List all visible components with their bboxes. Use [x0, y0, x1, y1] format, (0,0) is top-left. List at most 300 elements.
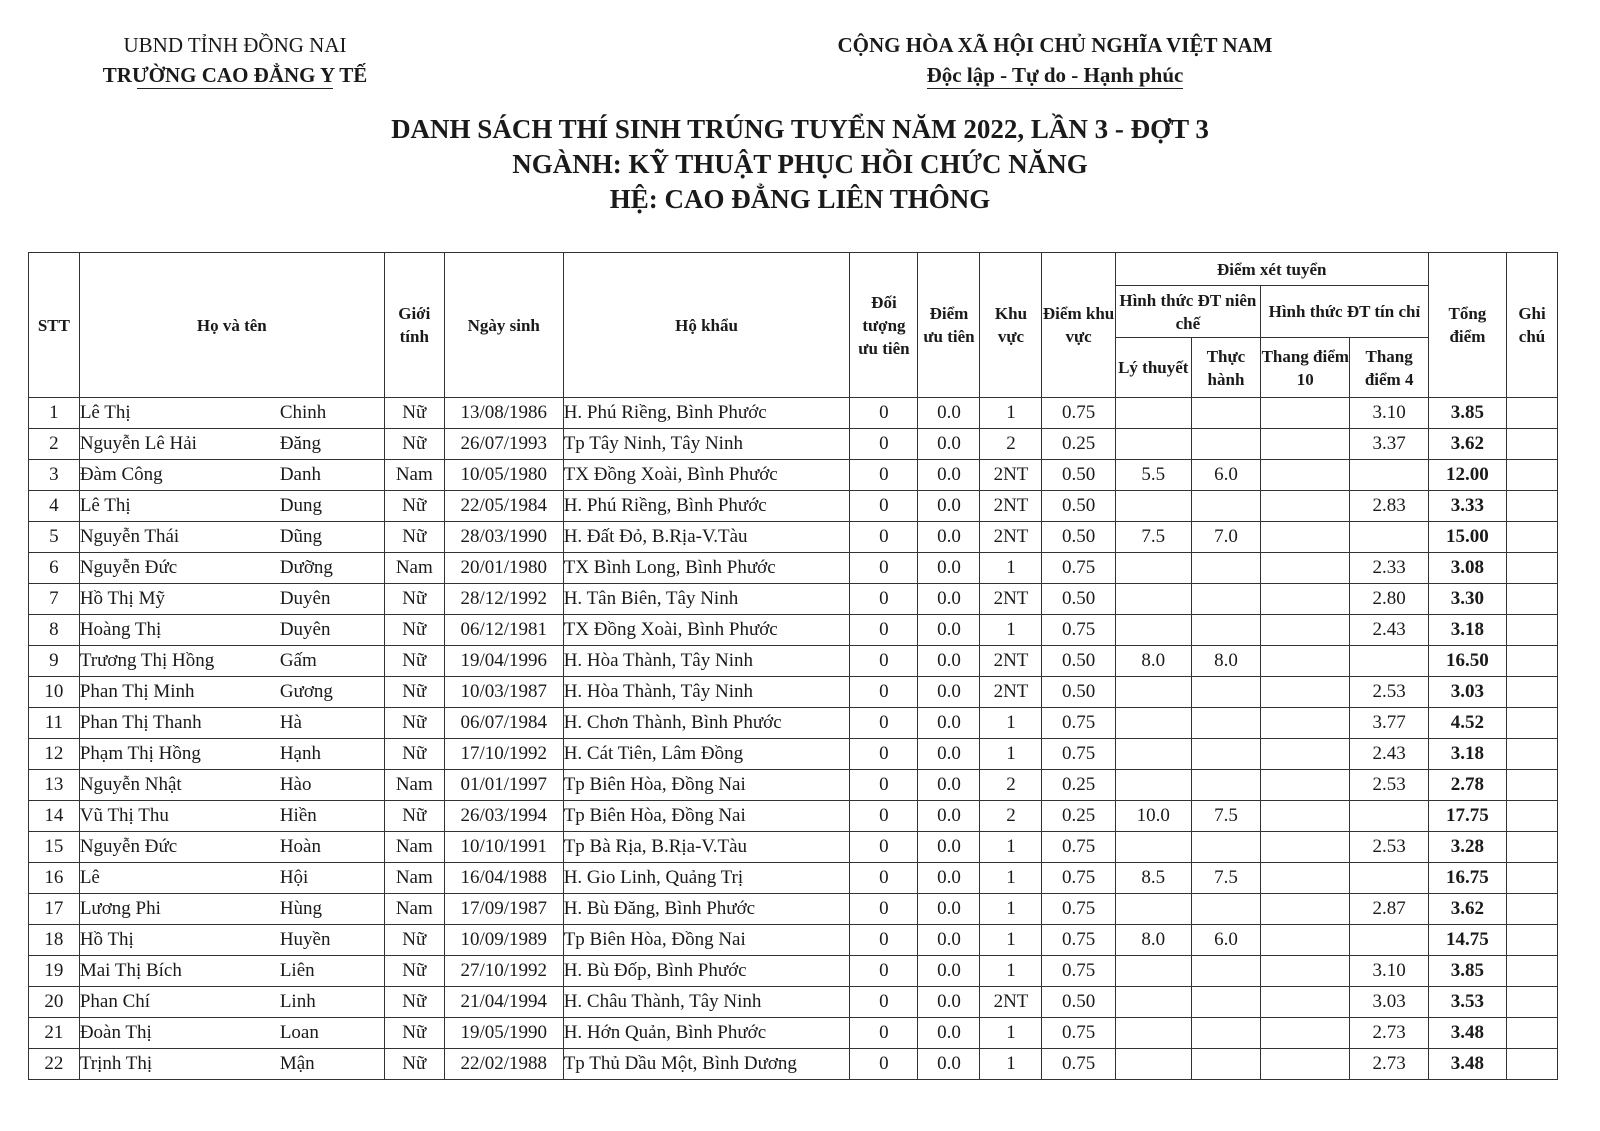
- cell-total: 15.00: [1428, 522, 1506, 553]
- cell-total: 3.85: [1428, 398, 1506, 429]
- cell-given-name: Dũng: [279, 526, 323, 547]
- cell-dob: 21/04/1994: [444, 987, 563, 1018]
- cell-region-points: 0.75: [1042, 832, 1115, 863]
- table-row: [29, 584, 1558, 615]
- cell-region-points: 0.50: [1042, 987, 1115, 1018]
- cell-family-name: Nguyễn Đức: [79, 836, 178, 857]
- cell-gender: Nữ: [384, 615, 444, 646]
- cell-stt: 22: [29, 1049, 80, 1080]
- table-row: [29, 739, 1558, 770]
- cell-total: 3.03: [1428, 677, 1506, 708]
- cell-scale-10: [1261, 987, 1350, 1018]
- cell-total: 3.28: [1428, 832, 1506, 863]
- document-program: HỆ: CAO ĐẲNG LIÊN THÔNG: [609, 184, 991, 214]
- cell-gender: Nam: [384, 863, 444, 894]
- cell-name: [79, 398, 384, 429]
- cell-note: [1507, 894, 1558, 925]
- cell-address: TX Đồng Xoài, Bình Phước: [563, 460, 850, 491]
- cell-name: [79, 956, 384, 987]
- table-row: [29, 460, 1558, 491]
- cell-total: 3.18: [1428, 615, 1506, 646]
- cell-priority-object: 0: [850, 584, 918, 615]
- table-row: [29, 677, 1558, 708]
- table-row: [29, 832, 1558, 863]
- cell-family-name: Phạm Thị Hồng: [79, 743, 201, 764]
- cell-given-name: Hoàn: [279, 836, 321, 857]
- cell-priority-object: 0: [850, 460, 918, 491]
- cell-practice: 8.0: [1191, 646, 1260, 677]
- cell-theory: [1115, 584, 1191, 615]
- cell-note: [1507, 491, 1558, 522]
- cell-practice: 6.0: [1191, 925, 1260, 956]
- cell-address: H. Hòa Thành, Tây Ninh: [563, 677, 850, 708]
- cell-note: [1507, 522, 1558, 553]
- cell-note: [1507, 956, 1558, 987]
- cell-region: 1: [980, 615, 1042, 646]
- cell-stt: 9: [29, 646, 80, 677]
- cell-stt: 16: [29, 863, 80, 894]
- cell-name: [79, 584, 384, 615]
- cell-address: Tp Biên Hòa, Đồng Nai: [563, 770, 850, 801]
- cell-address: TX Bình Long, Bình Phước: [563, 553, 850, 584]
- cell-name: [79, 770, 384, 801]
- cell-region: 1: [980, 1049, 1042, 1080]
- cell-gender: Nam: [384, 770, 444, 801]
- cell-note: [1507, 832, 1558, 863]
- cell-note: [1507, 460, 1558, 491]
- cell-family-name: Nguyễn Thái: [79, 526, 180, 547]
- cell-name: [79, 987, 384, 1018]
- cell-region: 2NT: [980, 677, 1042, 708]
- cell-priority-points: 0.0: [918, 863, 980, 894]
- cell-theory: 8.5: [1115, 863, 1191, 894]
- cell-practice: [1191, 739, 1260, 770]
- cell-region-points: 0.75: [1042, 863, 1115, 894]
- cell-theory: [1115, 987, 1191, 1018]
- col-credit-training: Hình thức ĐT tín chỉ: [1261, 286, 1429, 338]
- cell-priority-points: 0.0: [918, 429, 980, 460]
- cell-dob: 17/09/1987: [444, 894, 563, 925]
- cell-given-name: Hội: [279, 867, 309, 888]
- cell-theory: [1115, 1018, 1191, 1049]
- table-row: [29, 1049, 1558, 1080]
- cell-gender: Nữ: [384, 677, 444, 708]
- table-row: [29, 956, 1558, 987]
- cell-scale-4: 3.10: [1350, 956, 1428, 987]
- cell-dob: 27/10/1992: [444, 956, 563, 987]
- cell-family-name: Trịnh Thị: [79, 1053, 153, 1074]
- cell-given-name: Dưỡng: [279, 557, 333, 578]
- cell-gender: Nữ: [384, 708, 444, 739]
- cell-practice: [1191, 1049, 1260, 1080]
- cell-scale-10: [1261, 739, 1350, 770]
- cell-note: [1507, 1049, 1558, 1080]
- cell-dob: 26/07/1993: [444, 429, 563, 460]
- cell-dob: 17/10/1992: [444, 739, 563, 770]
- cell-total: 3.62: [1428, 429, 1506, 460]
- cell-address: H. Tân Biên, Tây Ninh: [563, 584, 850, 615]
- cell-practice: [1191, 832, 1260, 863]
- cell-region: 1: [980, 398, 1042, 429]
- cell-priority-points: 0.0: [918, 1049, 980, 1080]
- cell-note: [1507, 801, 1558, 832]
- cell-stt: 21: [29, 1018, 80, 1049]
- document-title-block: [300, 112, 1300, 217]
- cell-gender: Nữ: [384, 491, 444, 522]
- cell-family-name: Lê Thị: [79, 495, 131, 516]
- table-row: [29, 708, 1558, 739]
- cell-family-name: Lương Phi: [79, 898, 161, 919]
- cell-region-points: 0.25: [1042, 429, 1115, 460]
- cell-priority-points: 0.0: [918, 801, 980, 832]
- col-gender: Giới tính: [384, 253, 444, 398]
- cell-region-points: 0.50: [1042, 677, 1115, 708]
- cell-region-points: 0.75: [1042, 1018, 1115, 1049]
- document-major: NGÀNH: KỸ THUẬT PHỤC HỒI CHỨC NĂNG: [512, 149, 1088, 179]
- cell-region: 2NT: [980, 460, 1042, 491]
- cell-theory: [1115, 708, 1191, 739]
- table-row: [29, 863, 1558, 894]
- cell-region-points: 0.75: [1042, 398, 1115, 429]
- cell-priority-object: 0: [850, 646, 918, 677]
- cell-dob: 20/01/1980: [444, 553, 563, 584]
- col-priority-points: Điểm ưu tiên: [918, 253, 980, 398]
- cell-priority-object: 0: [850, 708, 918, 739]
- cell-given-name: Hạnh: [279, 743, 321, 764]
- cell-region-points: 0.50: [1042, 491, 1115, 522]
- cell-scale-4: 2.83: [1350, 491, 1428, 522]
- cell-region-points: 0.75: [1042, 925, 1115, 956]
- cell-scale-4: [1350, 460, 1428, 491]
- cell-region: 2NT: [980, 646, 1042, 677]
- cell-total: 2.78: [1428, 770, 1506, 801]
- cell-name: [79, 646, 384, 677]
- table-row: [29, 429, 1558, 460]
- cell-gender: Nữ: [384, 1018, 444, 1049]
- cell-address: H. Đất Đỏ, B.Rịa-V.Tàu: [563, 522, 850, 553]
- cell-given-name: Đăng: [279, 433, 321, 454]
- cell-dob: 10/09/1989: [444, 925, 563, 956]
- cell-region-points: 0.50: [1042, 646, 1115, 677]
- cell-name: [79, 553, 384, 584]
- cell-theory: [1115, 615, 1191, 646]
- national-header: [790, 30, 1320, 90]
- cell-given-name: Dung: [279, 495, 323, 516]
- cell-priority-points: 0.0: [918, 615, 980, 646]
- issuer-province: UBND TỈNH ĐỒNG NAI: [123, 33, 347, 57]
- cell-gender: Nữ: [384, 739, 444, 770]
- cell-scale-10: [1261, 646, 1350, 677]
- cell-gender: Nữ: [384, 584, 444, 615]
- cell-priority-object: 0: [850, 398, 918, 429]
- table-row: [29, 1018, 1558, 1049]
- cell-gender: Nữ: [384, 956, 444, 987]
- cell-total: 14.75: [1428, 925, 1506, 956]
- cell-note: [1507, 615, 1558, 646]
- cell-name: [79, 894, 384, 925]
- col-theory: Lý thuyết: [1115, 338, 1191, 398]
- cell-region: 1: [980, 708, 1042, 739]
- cell-dob: 10/10/1991: [444, 832, 563, 863]
- cell-scale-4: 2.53: [1350, 770, 1428, 801]
- cell-scale-4: 2.80: [1350, 584, 1428, 615]
- table-row: [29, 553, 1558, 584]
- cell-address: TX Đồng Xoài, Bình Phước: [563, 615, 850, 646]
- cell-practice: [1191, 770, 1260, 801]
- cell-region-points: 0.75: [1042, 739, 1115, 770]
- cell-family-name: Lê Thị: [79, 402, 131, 423]
- cell-family-name: Trương Thị Hồng: [79, 650, 215, 671]
- cell-practice: [1191, 708, 1260, 739]
- cell-region-points: 0.75: [1042, 708, 1115, 739]
- cell-region-points: 0.25: [1042, 770, 1115, 801]
- cell-region-points: 0.75: [1042, 1049, 1115, 1080]
- cell-scale-10: [1261, 584, 1350, 615]
- cell-practice: 7.5: [1191, 863, 1260, 894]
- cell-priority-points: 0.0: [918, 522, 980, 553]
- cell-scale-4: 3.10: [1350, 398, 1428, 429]
- cell-name: [79, 491, 384, 522]
- cell-family-name: Hồ Thị Mỹ: [79, 588, 165, 609]
- cell-priority-points: 0.0: [918, 398, 980, 429]
- cell-gender: Nam: [384, 894, 444, 925]
- cell-given-name: Hào: [279, 774, 312, 795]
- cell-scale-10: [1261, 1018, 1350, 1049]
- cell-note: [1507, 1018, 1558, 1049]
- col-total: Tổng điểm: [1428, 253, 1506, 398]
- cell-region-points: 0.50: [1042, 460, 1115, 491]
- cell-address: H. Chơn Thành, Bình Phước: [563, 708, 850, 739]
- cell-scale-4: [1350, 863, 1428, 894]
- cell-theory: [1115, 770, 1191, 801]
- cell-gender: Nữ: [384, 987, 444, 1018]
- cell-total: 4.52: [1428, 708, 1506, 739]
- cell-priority-object: 0: [850, 739, 918, 770]
- cell-region: 2: [980, 770, 1042, 801]
- cell-scale-10: [1261, 1049, 1350, 1080]
- issuer-block: [70, 30, 400, 89]
- cell-given-name: Hùng: [279, 898, 323, 919]
- cell-practice: [1191, 553, 1260, 584]
- cell-total: 3.48: [1428, 1018, 1506, 1049]
- cell-theory: [1115, 739, 1191, 770]
- cell-theory: [1115, 894, 1191, 925]
- admission-table: [28, 252, 1558, 1080]
- cell-family-name: Phan Thị Minh: [79, 681, 195, 702]
- cell-note: [1507, 925, 1558, 956]
- cell-theory: [1115, 1049, 1191, 1080]
- cell-total: 3.08: [1428, 553, 1506, 584]
- cell-scale-10: [1261, 925, 1350, 956]
- cell-dob: 28/12/1992: [444, 584, 563, 615]
- cell-region: 2: [980, 801, 1042, 832]
- cell-region: 1: [980, 956, 1042, 987]
- cell-practice: [1191, 491, 1260, 522]
- cell-theory: [1115, 677, 1191, 708]
- cell-dob: 22/02/1988: [444, 1049, 563, 1080]
- cell-total: 3.30: [1428, 584, 1506, 615]
- cell-priority-object: 0: [850, 429, 918, 460]
- cell-region-points: 0.75: [1042, 956, 1115, 987]
- cell-stt: 17: [29, 894, 80, 925]
- cell-stt: 19: [29, 956, 80, 987]
- cell-given-name: Gấm: [279, 650, 317, 671]
- cell-stt: 7: [29, 584, 80, 615]
- cell-scale-4: [1350, 801, 1428, 832]
- cell-note: [1507, 677, 1558, 708]
- cell-scale-4: 2.87: [1350, 894, 1428, 925]
- cell-scale-10: [1261, 522, 1350, 553]
- cell-gender: Nữ: [384, 646, 444, 677]
- col-region-points: Điểm khu vực: [1042, 253, 1115, 398]
- col-admission-score: Điểm xét tuyển: [1115, 253, 1428, 286]
- cell-practice: [1191, 956, 1260, 987]
- cell-address: H. Hòa Thành, Tây Ninh: [563, 646, 850, 677]
- cell-dob: 22/05/1984: [444, 491, 563, 522]
- cell-given-name: Mận: [279, 1053, 315, 1074]
- cell-scale-10: [1261, 460, 1350, 491]
- cell-priority-points: 0.0: [918, 677, 980, 708]
- cell-dob: 16/04/1988: [444, 863, 563, 894]
- cell-name: [79, 832, 384, 863]
- cell-gender: Nam: [384, 460, 444, 491]
- cell-given-name: Huyền: [279, 929, 331, 950]
- cell-family-name: Lê: [79, 867, 100, 888]
- cell-priority-object: 0: [850, 1018, 918, 1049]
- cell-family-name: Nguyễn Lê Hải: [79, 433, 197, 454]
- cell-stt: 3: [29, 460, 80, 491]
- cell-name: [79, 863, 384, 894]
- col-note: Ghi chú: [1507, 253, 1558, 398]
- table-row: [29, 925, 1558, 956]
- cell-scale-4: 3.37: [1350, 429, 1428, 460]
- cell-priority-points: 0.0: [918, 1018, 980, 1049]
- cell-priority-points: 0.0: [918, 646, 980, 677]
- col-name: Họ và tên: [79, 253, 384, 398]
- cell-given-name: Liên: [279, 960, 315, 981]
- cell-priority-object: 0: [850, 925, 918, 956]
- cell-region-points: 0.50: [1042, 584, 1115, 615]
- cell-dob: 28/03/1990: [444, 522, 563, 553]
- cell-gender: Nam: [384, 553, 444, 584]
- cell-region: 2: [980, 429, 1042, 460]
- cell-address: Tp Thủ Dầu Một, Bình Dương: [563, 1049, 850, 1080]
- cell-name: [79, 615, 384, 646]
- table-row: [29, 522, 1558, 553]
- cell-note: [1507, 770, 1558, 801]
- cell-stt: 1: [29, 398, 80, 429]
- cell-region-points: 0.75: [1042, 553, 1115, 584]
- cell-priority-object: 0: [850, 553, 918, 584]
- cell-dob: 06/12/1981: [444, 615, 563, 646]
- cell-family-name: Nguyễn Đức: [79, 557, 178, 578]
- cell-theory: [1115, 553, 1191, 584]
- cell-note: [1507, 584, 1558, 615]
- cell-dob: 01/01/1997: [444, 770, 563, 801]
- cell-scale-10: [1261, 677, 1350, 708]
- col-priority-object: Đối tượng ưu tiên: [850, 253, 918, 398]
- cell-scale-4: [1350, 522, 1428, 553]
- cell-practice: [1191, 677, 1260, 708]
- cell-priority-object: 0: [850, 677, 918, 708]
- cell-theory: 8.0: [1115, 925, 1191, 956]
- cell-given-name: Loan: [279, 1022, 319, 1043]
- cell-priority-object: 0: [850, 491, 918, 522]
- table-row: [29, 894, 1558, 925]
- col-stt: STT: [29, 253, 80, 398]
- cell-total: 3.48: [1428, 1049, 1506, 1080]
- cell-total: 12.00: [1428, 460, 1506, 491]
- cell-family-name: Vũ Thị Thu: [79, 805, 169, 826]
- cell-name: [79, 708, 384, 739]
- cell-address: H. Bù Đăng, Bình Phước: [563, 894, 850, 925]
- table-row: [29, 615, 1558, 646]
- col-scale-4: Thang điểm 4: [1350, 338, 1428, 398]
- cell-total: 16.50: [1428, 646, 1506, 677]
- table-row: [29, 398, 1558, 429]
- cell-address: Tp Biên Hòa, Đồng Nai: [563, 801, 850, 832]
- cell-family-name: Nguyễn Nhật: [79, 774, 182, 795]
- col-region: Khu vực: [980, 253, 1042, 398]
- table-row: [29, 770, 1558, 801]
- cell-scale-10: [1261, 553, 1350, 584]
- cell-priority-object: 0: [850, 863, 918, 894]
- cell-stt: 4: [29, 491, 80, 522]
- cell-priority-points: 0.0: [918, 708, 980, 739]
- cell-stt: 14: [29, 801, 80, 832]
- cell-stt: 2: [29, 429, 80, 460]
- cell-stt: 13: [29, 770, 80, 801]
- cell-region: 2NT: [980, 522, 1042, 553]
- cell-scale-10: [1261, 894, 1350, 925]
- cell-note: [1507, 553, 1558, 584]
- cell-dob: 10/05/1980: [444, 460, 563, 491]
- cell-stt: 18: [29, 925, 80, 956]
- cell-theory: 7.5: [1115, 522, 1191, 553]
- cell-gender: Nam: [384, 832, 444, 863]
- cell-stt: 10: [29, 677, 80, 708]
- cell-name: [79, 1049, 384, 1080]
- col-scale-10: Thang điểm 10: [1261, 338, 1350, 398]
- cell-priority-object: 0: [850, 770, 918, 801]
- cell-region: 1: [980, 739, 1042, 770]
- cell-priority-points: 0.0: [918, 925, 980, 956]
- cell-family-name: Mai Thị Bích: [79, 960, 182, 981]
- cell-theory: [1115, 429, 1191, 460]
- cell-scale-4: [1350, 646, 1428, 677]
- cell-scale-10: [1261, 429, 1350, 460]
- cell-name: [79, 460, 384, 491]
- cell-scale-4: [1350, 925, 1428, 956]
- cell-total: 16.75: [1428, 863, 1506, 894]
- cell-priority-object: 0: [850, 801, 918, 832]
- cell-note: [1507, 429, 1558, 460]
- cell-total: 17.75: [1428, 801, 1506, 832]
- cell-priority-points: 0.0: [918, 956, 980, 987]
- table-row: [29, 646, 1558, 677]
- cell-given-name: Duyên: [279, 619, 331, 640]
- cell-name: [79, 677, 384, 708]
- cell-stt: 11: [29, 708, 80, 739]
- cell-scale-4: 2.33: [1350, 553, 1428, 584]
- cell-scale-10: [1261, 863, 1350, 894]
- cell-scale-10: [1261, 801, 1350, 832]
- cell-total: 3.33: [1428, 491, 1506, 522]
- cell-practice: [1191, 1018, 1260, 1049]
- col-dob: Ngày sinh: [444, 253, 563, 398]
- cell-practice: [1191, 894, 1260, 925]
- cell-scale-10: [1261, 398, 1350, 429]
